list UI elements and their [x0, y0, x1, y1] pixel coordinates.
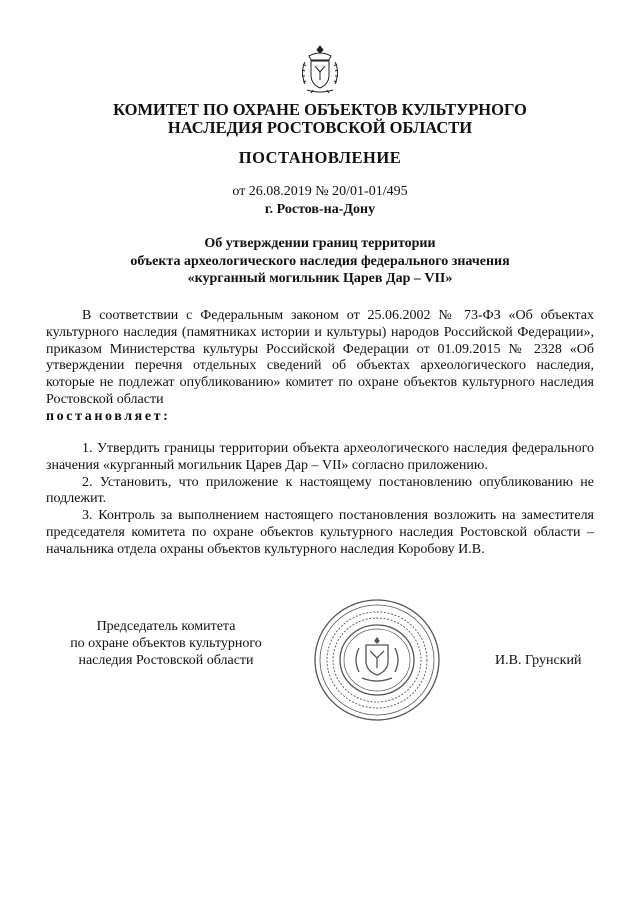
resolves-word: постановляет: — [46, 408, 171, 424]
position-line-1: Председатель комитета — [96, 619, 236, 634]
city: г. Ростов-на-Дону — [264, 202, 376, 217]
item-1: 1. Утвердить границы территории объекта археологического наследия федерального значения «курганный могильник Царев Дар – VII» согласно приложению. — [46, 441, 594, 473]
preamble-text: В соответствии с Федеральным законом от 25.06.2002 № 73-ФЗ «Об объектах культурного наследия (памятниках истории и культуры) народов Российской Федерации», приказом Министерства культуры Российской Федерации от 01.09.2015 № 2328 «Об утверждении перечня отдельных сведений об объектах археологического наследия, которые не подлежат опубликованию» комитет по охране объектов культурного наследия Ростовской области — [46, 308, 594, 407]
signatory-name: И.В. Грунский — [495, 653, 582, 668]
subject-line-2: объекта археологического наследия федерального значения — [130, 253, 510, 269]
subject-line-1: Об утверждении границ территории — [204, 236, 436, 251]
document-subject — [60, 235, 580, 288]
org-line-2: НАСЛЕДИЯ РОСТОВСКОЙ ОБЛАСТИ — [167, 118, 473, 137]
preamble — [46, 308, 594, 426]
item-2: 2. Установить, что приложение к настоящему постановлению опубликованию не подлежит. — [46, 474, 594, 507]
position-line-2: по охране объектов культурного — [70, 635, 262, 651]
resolution-items — [46, 441, 594, 559]
official-seal-icon — [312, 596, 442, 724]
org-line-1: КОМИТЕТ ПО ОХРАНЕ ОБЪЕКТОВ КУЛЬТУРНОГО — [113, 100, 527, 119]
date-number: от 26.08.2019 № 20/01-01/495 — [232, 184, 408, 199]
position-line-3: наследия Ростовской области — [78, 652, 254, 668]
coat-of-arms-icon — [297, 44, 343, 94]
document-type: ПОСТАНОВЛЕНИЕ — [238, 148, 402, 167]
signatory-position — [56, 619, 276, 669]
item-3: 3. Контроль за выполнением настоящего постановления возложить на заместителя председателя комитета по охране объектов культурного наследия Ростовской области – начальника отдела охраны объектов культурного наследия Коробову И.В. — [46, 508, 594, 557]
organization-name — [60, 101, 580, 137]
subject-line-3: «курганный могильник Царев Дар – VII» — [187, 271, 453, 286]
